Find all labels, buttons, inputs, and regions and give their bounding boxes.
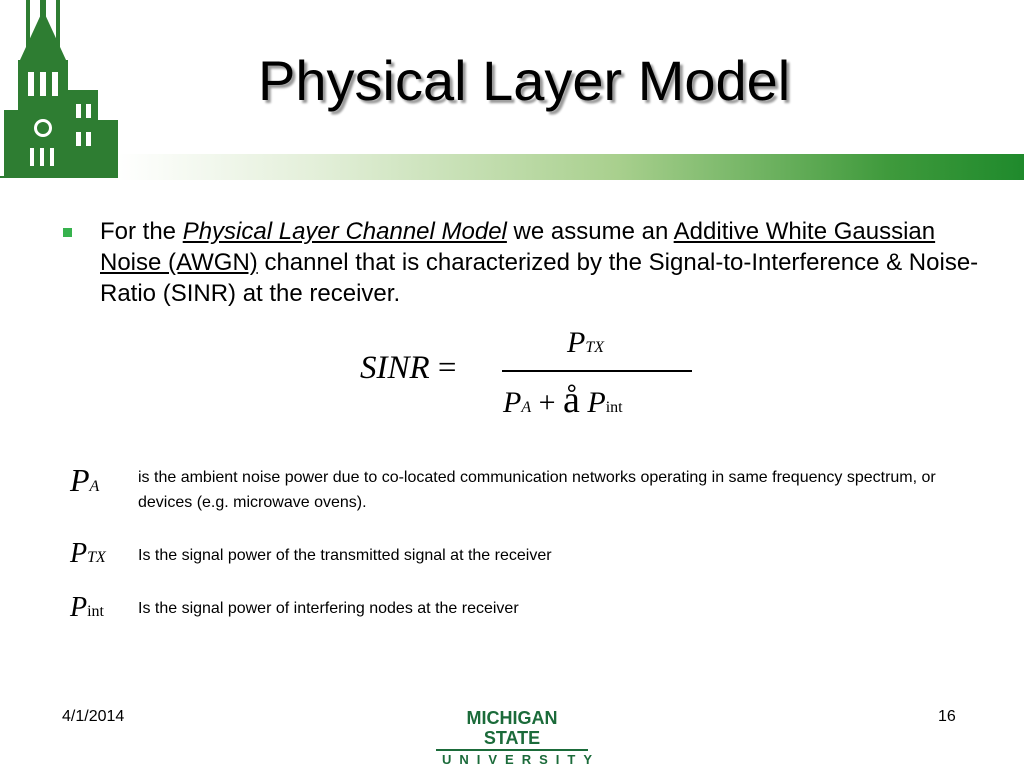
sinr-equation (360, 326, 720, 430)
msu-logo-line1: MICHIGAN STATE (466, 708, 558, 748)
awgn-term: Additive White Gaussian Noise (AWGN) (100, 218, 936, 276)
def-subscript: int (87, 603, 104, 620)
def-symbol: P (70, 592, 88, 623)
equation-lhs (360, 350, 457, 387)
equals-sign: = (437, 350, 457, 386)
def-subscript: TX (87, 549, 106, 566)
def-subscript: A (89, 478, 100, 495)
ptx-symbol: P (567, 326, 586, 359)
equation-denominator (503, 378, 623, 422)
bullet-text-part: channel that is characterized by the Signal-to-Interference & Noise-Ratio (SINR) at the receiver. (100, 249, 979, 307)
msu-logo-line2: UNIVERSITY (442, 752, 601, 767)
plus-sign: + (538, 386, 556, 419)
bullet-square-icon (63, 228, 72, 237)
definition-text-ptx: Is the signal power of the transmitted signal at the receiver (138, 547, 552, 564)
pa-symbol: P (503, 386, 522, 419)
title-gradient-bar (118, 154, 1024, 180)
sinr-symbol: SINR (360, 350, 430, 386)
footer-date: 4/1/2014 (62, 708, 125, 725)
def-symbol: P (70, 462, 90, 498)
definition-text-pint: Is the signal power of interfering nodes at the receiver (138, 600, 519, 617)
fraction-bar (502, 370, 692, 372)
bullet-text-part: For the (100, 218, 183, 245)
definition-text-pa: is the ambient noise power due to co-located communication networks operating in same frequency spectrum, or devices (e.g. microwave ovens). (138, 469, 936, 511)
msu-logo-divider (436, 749, 588, 751)
ptx-subscript: TX (585, 339, 604, 356)
sum-glyph: å (563, 379, 580, 421)
pa-subscript: A (521, 399, 532, 416)
definition-symbol-pa (70, 462, 99, 499)
bullet-text-part: we assume an (506, 218, 674, 245)
pint-subscript: int (605, 399, 623, 416)
beaumont-tower-image (0, 0, 118, 180)
equation-numerator (567, 326, 604, 360)
bullet-paragraph (100, 216, 980, 309)
slide-title: Physical Layer Model (258, 49, 791, 112)
msu-logo (436, 708, 601, 767)
def-symbol: P (70, 538, 88, 569)
definition-symbol-pint (70, 592, 104, 624)
channel-model-term: Physical Layer Channel Model (182, 218, 507, 245)
pint-symbol: P (587, 386, 606, 419)
page-number: 16 (938, 708, 956, 725)
definition-symbol-ptx (70, 538, 106, 570)
